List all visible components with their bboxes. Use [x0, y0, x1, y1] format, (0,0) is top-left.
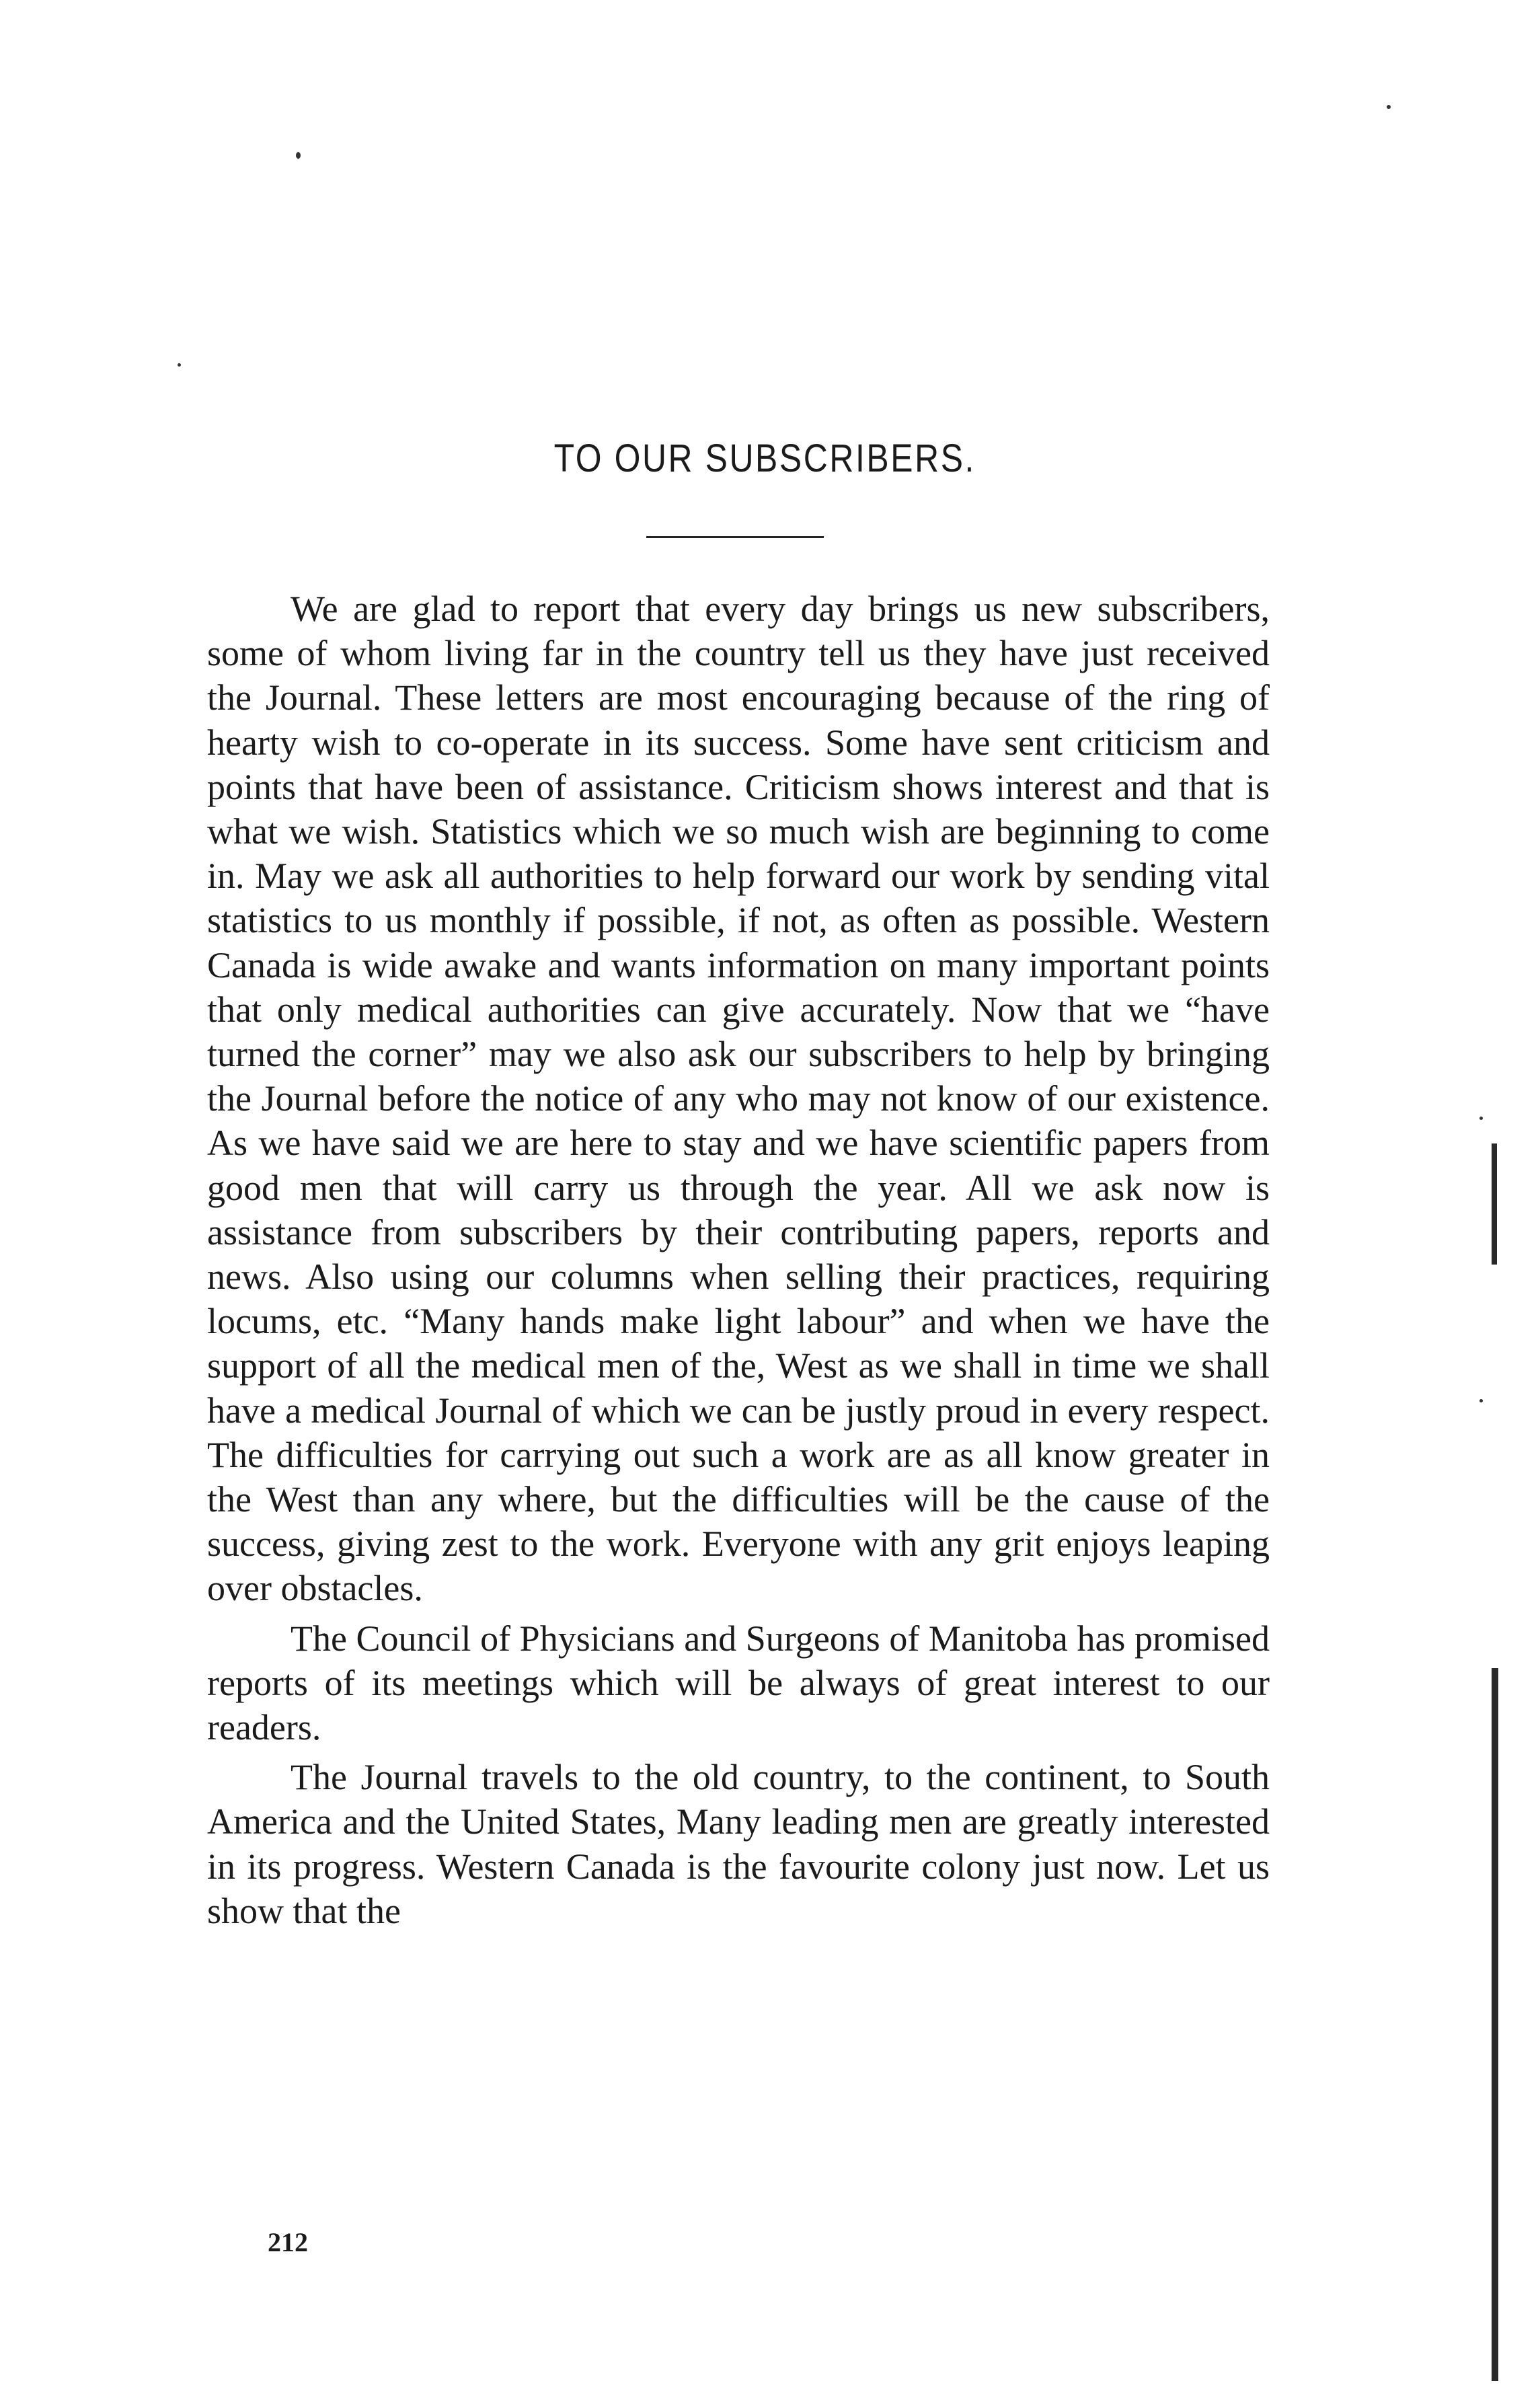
paragraph-3: The Journal travels to the old country, to the continent, to South America and the United States, Many leading men are greatly interested in its progress. Western Canada is the favourite colony just now. Let us show that the — [207, 1757, 1270, 1931]
scan-speck — [178, 363, 181, 367]
scan-speck — [1479, 1117, 1483, 1120]
scan-speck — [1479, 1399, 1483, 1402]
article-body — [207, 587, 1270, 1933]
binding-edge-mark — [1492, 1668, 1498, 2381]
scan-speck — [296, 152, 301, 159]
title-rule — [646, 536, 824, 538]
paragraph-1: We are glad to report that every day brings us new subscribers, some of whom living far in the country tell us they have just received the Journal. These letters are most encouraging because of the ring of hearty wish to co-operate in its success. Some have sent criticism and points that have been of assistance. Criticism shows interest and that is what we wish. Statistics which we so much wish are beginning to come in. May we ask all authorities to help forward our work by sending vital statistics to us monthly if possible, if not, as often as possible. Western Canada is wide awake and wants information on many important points that only medical authorities can give accurately. Now that we “have turned the corner” may we also ask our subscribers to help by bringing the Journal before the notice of any who may not know of our existence. As we have said we are here to stay and we have scientific papers from good men that will carry us through the year. All we ask now is assistance from subscribers by their contributing papers, reports and news. Also using our columns when selling their practices, requiring locums, etc. “Many hands make light labour” and when we have the support of all the medical men of the, West as we shall in time we shall have a medical Journal of which we can be justly proud in every respect. The difficulties for carrying out such a work are as all know greater in the West than any where, but the difficulties will be the cause of the success, giving zest to the work. Everyone with any grit enjoys leaping over obstacles. — [207, 589, 1270, 1609]
paragraph-2: The Council of Physicians and Surgeons of Manitoba has promised reports of its meetings which will be always of great interest to our readers. — [207, 1618, 1270, 1748]
scan-speck — [1387, 105, 1391, 109]
article-title: TO OUR SUBSCRIBERS. — [553, 437, 976, 480]
binding-edge-mark — [1492, 1143, 1497, 1265]
page-number: 212 — [268, 2227, 308, 2257]
